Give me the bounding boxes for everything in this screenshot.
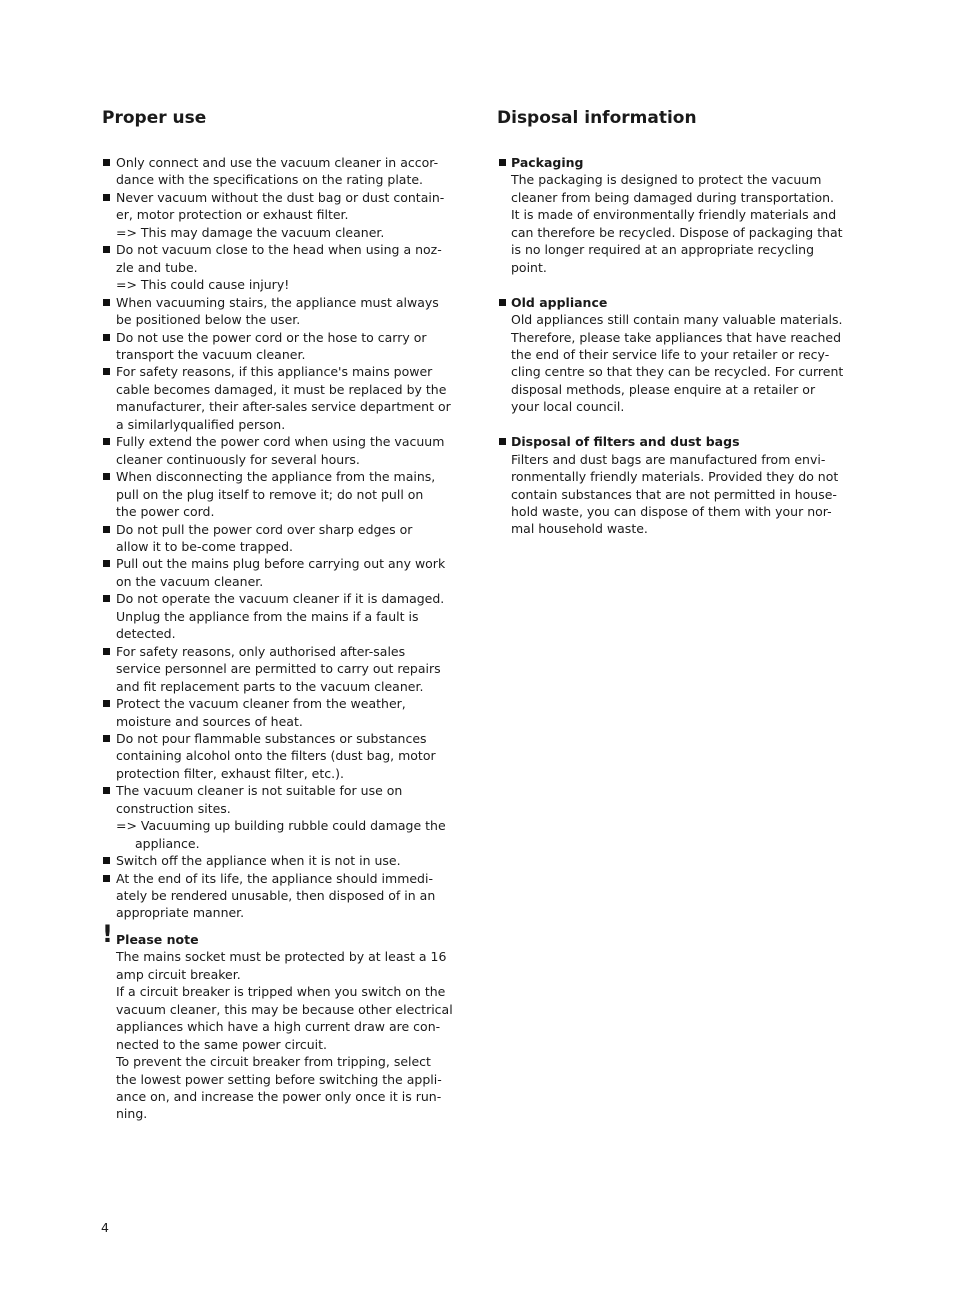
disposal-section-line: Therefore, please take appliances that have reached: [511, 329, 842, 345]
square-bullet-icon: [103, 526, 110, 533]
disposal-information-heading: Disposal information: [497, 108, 697, 128]
proper-use-item-line: zle and tube.: [116, 259, 198, 275]
proper-use-item-line: Do not pour flammable substances or substances: [116, 730, 427, 746]
proper-use-item-line: Fully extend the power cord when using the vacuum: [116, 434, 445, 450]
proper-use-item-line: Only connect and use the vacuum cleaner in accor-: [116, 155, 439, 170]
square-bullet-icon: [103, 246, 110, 253]
proper-use-item: [102, 241, 464, 293]
proper-use-item-line: Do not pull the power cord over sharp edges or: [116, 521, 413, 537]
proper-use-item-line: cleaner continuously for several hours.: [116, 451, 360, 467]
proper-use-item-line: Do not operate the vacuum cleaner if it is damaged.: [116, 591, 445, 607]
disposal-section-title: Packaging: [511, 155, 584, 170]
proper-use-list: [102, 154, 464, 922]
proper-use-item-line: Protect the vacuum cleaner from the weather,: [116, 696, 406, 712]
proper-use-item-line: containing alcohol onto the filters (dust bag, motor: [116, 748, 436, 764]
proper-use-column: [102, 106, 464, 1123]
proper-use-item-line: Unplug the appliance from the mains if a fault is: [116, 608, 419, 624]
square-bullet-icon: [103, 875, 110, 882]
disposal-information-column: [497, 106, 859, 555]
disposal-section-line: disposal methods, please enquire at a retailer or: [511, 381, 816, 397]
disposal-section-line: mal household waste.: [511, 521, 648, 537]
square-bullet-icon: [103, 438, 110, 445]
disposal-section-line: the end of their service life to your retailer or recy-: [511, 346, 830, 362]
square-bullet-icon: [103, 787, 110, 794]
proper-use-item-line: Never vacuum without the dust bag or dust contain-: [116, 189, 445, 205]
disposal-section-line: hold waste, you can dispose of them with your nor-: [511, 504, 832, 520]
proper-use-item-line: er, motor protection or exhaust filter.: [116, 207, 349, 223]
square-bullet-icon: [103, 334, 110, 341]
please-note-text: [116, 948, 464, 1123]
disposal-section-line: can therefore be recycled. Dispose of packaging that: [511, 224, 843, 240]
proper-use-item: [102, 329, 464, 364]
proper-use-item-line: appliance.: [135, 835, 200, 851]
square-bullet-icon: [103, 473, 110, 480]
proper-use-item: [102, 154, 464, 189]
proper-use-item: [102, 590, 464, 642]
square-bullet-icon: [103, 194, 110, 201]
proper-use-item: [102, 730, 464, 782]
warning-exclamation-icon: !: [102, 919, 113, 948]
disposal-section: [497, 154, 859, 276]
note-line: The mains socket must be protected by at least a 16: [116, 949, 447, 965]
note-line: To prevent the circuit breaker from tripping, select: [116, 1054, 431, 1070]
square-bullet-icon: [103, 735, 110, 742]
disposal-section: [497, 294, 859, 416]
disposal-section-line: Filters and dust bags are manufactured from envi-: [511, 451, 826, 467]
square-bullet-icon: [103, 857, 110, 864]
proper-use-item: [102, 695, 464, 730]
proper-use-item-line: protection filter, exhaust filter, etc.).: [116, 765, 344, 781]
note-line: the lowest power setting before switching the appli-: [116, 1071, 442, 1087]
proper-use-item-line: The vacuum cleaner is not suitable for use on: [116, 783, 403, 799]
proper-use-item: [102, 870, 464, 922]
square-bullet-icon: [499, 438, 506, 445]
proper-use-item-line: dance with the specifications on the rating plate.: [116, 172, 424, 188]
proper-use-item-line: At the end of its life, the appliance should immedi-: [116, 870, 433, 886]
square-bullet-icon: [103, 560, 110, 567]
note-line: appliances which have a high current draw are con-: [116, 1019, 441, 1035]
note-line: If a circuit breaker is tripped when you switch on the: [116, 984, 446, 1000]
note-line: amp circuit breaker.: [116, 966, 241, 982]
disposal-section-title: Old appliance: [511, 294, 608, 310]
proper-use-item-line: => This may damage the vacuum cleaner.: [116, 224, 385, 240]
proper-use-item-line: cable becomes damaged, it must be replaced by the: [116, 381, 447, 397]
disposal-section-line: cling centre so that they can be recycled. For current: [511, 364, 844, 380]
proper-use-item-line: allow it to be-come trapped.: [116, 538, 293, 554]
proper-use-item-line: construction sites.: [116, 800, 231, 816]
disposal-section: [497, 433, 859, 538]
proper-use-item: [102, 189, 464, 241]
square-bullet-icon: [103, 368, 110, 375]
disposal-section-line: ronmentally friendly materials. Provided they do not: [511, 469, 839, 485]
disposal-section-line: point.: [511, 259, 547, 275]
proper-use-item-line: For safety reasons, if this appliance's mains power: [116, 364, 433, 380]
square-bullet-icon: [103, 700, 110, 707]
proper-use-item: [102, 294, 464, 329]
disposal-section-line: contain substances that are not permitted in house-: [511, 486, 837, 502]
proper-use-item-line: Pull out the mains plug before carrying out any work: [116, 556, 446, 572]
proper-use-item-line: pull on the plug itself to remove it; do not pull on: [116, 486, 424, 502]
proper-use-item-line: For safety reasons, only authorised after-sales: [116, 643, 406, 659]
square-bullet-icon: [103, 159, 110, 166]
proper-use-item: [102, 643, 464, 695]
disposal-section-line: is no longer required at an appropriate recycling: [511, 242, 815, 258]
proper-use-heading: Proper use: [102, 108, 207, 128]
proper-use-item-line: detected.: [116, 626, 176, 642]
disposal-sections: [497, 154, 859, 538]
proper-use-item-line: => Vacuuming up building rubble could damage the: [116, 818, 446, 834]
proper-use-item-line: transport the vacuum cleaner.: [116, 346, 306, 362]
proper-use-item-line: be positioned below the user.: [116, 312, 301, 328]
disposal-section-line: cleaner from being damaged during transportation.: [511, 189, 835, 205]
proper-use-item-line: Do not use the power cord or the hose to carry or: [116, 329, 427, 345]
proper-use-item: [102, 433, 464, 468]
note-line: nected to the same power circuit.: [116, 1036, 327, 1052]
disposal-section-title: Disposal of filters and dust bags: [511, 434, 740, 450]
disposal-section-line: It is made of environmentally friendly materials and: [511, 207, 837, 223]
proper-use-item-line: When vacuuming stairs, the appliance must always: [116, 294, 439, 310]
square-bullet-icon: [103, 648, 110, 655]
proper-use-item: [102, 852, 464, 869]
please-note-title: Please note: [116, 931, 199, 947]
proper-use-item-line: => This could cause injury!: [116, 277, 290, 293]
disposal-section-line: Old appliances still contain many valuable materials.: [511, 312, 843, 328]
proper-use-item-line: manufacturer, their after-sales service department or: [116, 399, 451, 415]
proper-use-item-line: Do not vacuum close to the head when using a noz-: [116, 242, 442, 258]
proper-use-item-line: the power cord.: [116, 504, 215, 520]
note-line: vacuum cleaner, this may be because other electrical: [116, 1001, 453, 1017]
proper-use-item-line: Switch off the appliance when it is not in use.: [116, 853, 401, 869]
proper-use-item: [102, 363, 464, 433]
please-note-block: [102, 919, 464, 1123]
proper-use-item: [102, 521, 464, 556]
note-line: ance on, and increase the power only once it is run-: [116, 1089, 442, 1105]
proper-use-item-line: moisture and sources of heat.: [116, 713, 303, 729]
proper-use-item-line: ately be rendered unusable, then disposed of in an: [116, 888, 436, 904]
proper-use-item: [102, 468, 464, 520]
proper-use-item-line: service personnel are permitted to carry out repairs: [116, 661, 441, 677]
proper-use-item: [102, 555, 464, 590]
proper-use-item-line: When disconnecting the appliance from the mains,: [116, 469, 436, 485]
proper-use-item-line: appropriate manner.: [116, 905, 245, 921]
proper-use-item-line: a similarlyqualified person.: [116, 416, 286, 432]
square-bullet-icon: [103, 595, 110, 602]
square-bullet-icon: [499, 299, 506, 306]
proper-use-item: [102, 782, 464, 852]
proper-use-item-line: and fit replacement parts to the vacuum cleaner.: [116, 678, 424, 694]
square-bullet-icon: [499, 159, 506, 166]
proper-use-item-line: on the vacuum cleaner.: [116, 573, 264, 589]
square-bullet-icon: [103, 299, 110, 306]
disposal-section-line: The packaging is designed to protect the vacuum: [511, 172, 822, 188]
note-line: ning.: [116, 1106, 148, 1122]
disposal-section-line: your local council.: [511, 399, 625, 415]
page-number: 4: [101, 1220, 109, 1235]
